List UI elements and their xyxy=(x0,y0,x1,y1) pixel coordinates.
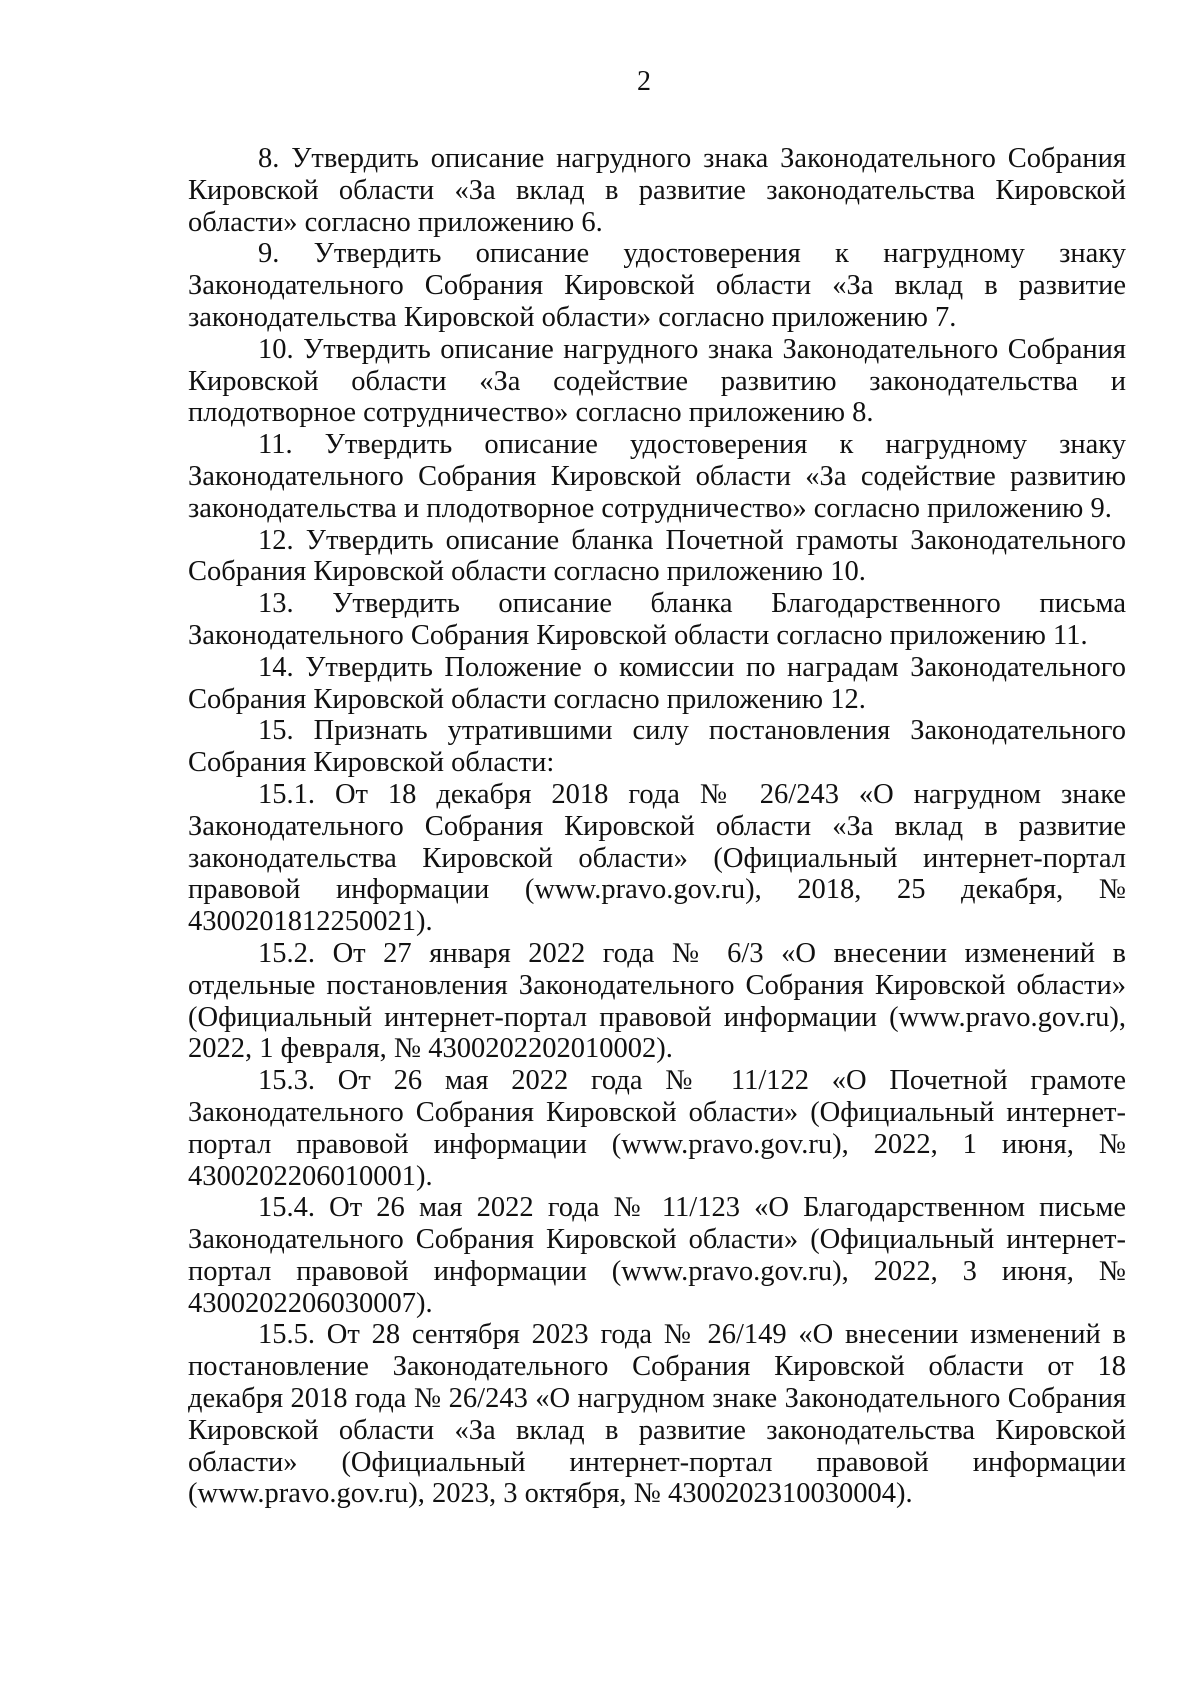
paragraph-item-15-2: 15.2. От 27 января 2022 года № 6/3 «О внесении изменений в отдельные постановления Законодательного Собрания Кировской области» (Официальный интернет-портал правовой информации (www.pravo.gov.ru), 2022, 1 февраля, № 4300202202010002). xyxy=(188,937,1126,1065)
paragraph-item-15-3: 15.3. От 26 мая 2022 года № 11/122 «О Почетной грамоте Законодательного Собрания Кировской области» (Официальный интернет-портал правовой информации (www.pravo.gov.ru), 2022, 1 июня, № 4300202206010001). xyxy=(188,1065,1126,1192)
document-body xyxy=(188,143,1126,1510)
paragraph-item-15-4: 15.4. От 26 мая 2022 года № 11/123 «О Благодарственном письме Законодательного Собрания Кировской области» (Официальный интернет-портал правовой информации (www.pravo.gov.ru), 2022, 3 июня, № 4300202206030007). xyxy=(188,1192,1126,1319)
paragraph-item-12: 12. Утвердить описание бланка Почетной грамоты Законодательного Собрания Кировской области согласно приложению 10. xyxy=(188,524,1126,588)
paragraph-item-13: 13. Утвердить описание бланка Благодарственного письма Законодательного Собрания Кировской области согласно приложению 11. xyxy=(188,588,1126,651)
paragraph-item-8: 8. Утвердить описание нагрудного знака Законодательного Собрания Кировской области «За вклад в развитие законодательства Кировской области» согласно приложению 6. xyxy=(188,143,1126,238)
paragraph-item-11: 11. Утвердить описание удостоверения к нагрудному знаку Законодательного Собрания Кировской области «За содействие развитию законодательства и плодотворное сотрудничество» согласно приложению 9. xyxy=(188,429,1126,524)
paragraph-item-10: 10. Утвердить описание нагрудного знака Законодательного Собрания Кировской области «За содействие развитию законодательства и плодотворное сотрудничество» согласно приложению 8. xyxy=(188,333,1126,429)
paragraph-item-15-5: 15.5. От 28 сентября 2023 года № 26/149 «О внесении изменений в постановление Законодательного Собрания Кировской области от 18 декабря 2018 года № 26/243 «О нагрудном знаке Законодательного Собрания Кировской области «За вклад в развитие законодательства Кировской области» (Официальный интернет-портал правовой информации (www.pravo.gov.ru), 2023, 3 октября, № 4300202310030004). xyxy=(188,1319,1126,1510)
page-number: 2 xyxy=(637,66,651,97)
paragraph-item-15: 15. Признать утратившими силу постановления Законодательного Собрания Кировской области: xyxy=(188,715,1126,779)
paragraph-item-14: 14. Утвердить Положение о комиссии по наградам Законодательного Собрания Кировской области согласно приложению 12. xyxy=(188,651,1126,715)
paragraph-item-9: 9. Утвердить описание удостоверения к нагрудному знаку Законодательного Собрания Кировской области «За вклад в развитие законодательства Кировской области» согласно приложению 7. xyxy=(188,238,1126,333)
paragraph-item-15-1: 15.1. От 18 декабря 2018 года № 26/243 «О нагрудном знаке Законодательного Собрания Кировской области «За вклад в развитие законодательства Кировской области» (Официальный интернет-портал правовой информации (www.pravo.gov.ru), 2018, 25 декабря, № 4300201812250021). xyxy=(188,778,1126,938)
